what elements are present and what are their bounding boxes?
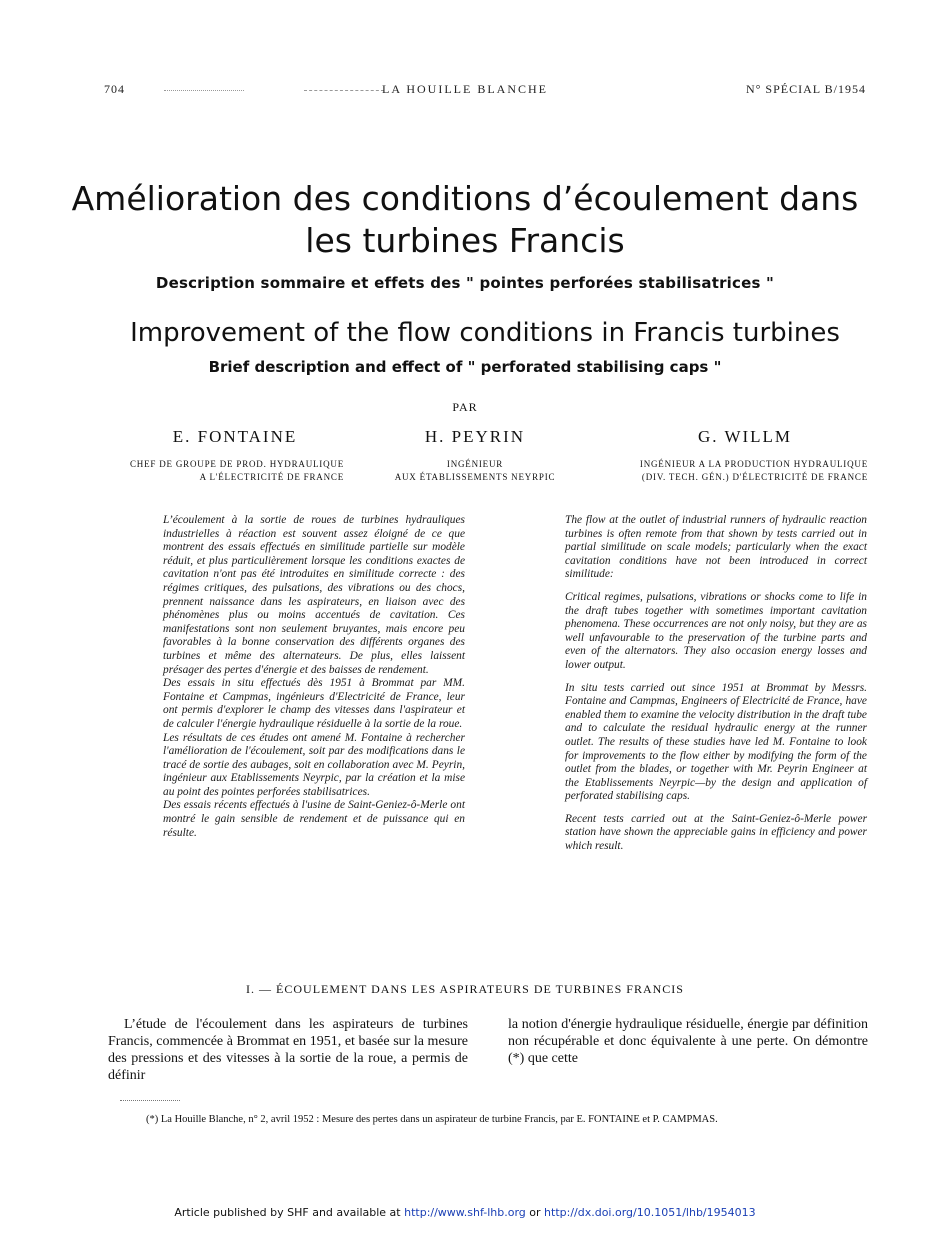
page-number: 704	[104, 82, 125, 96]
abstract-paragraph: Des essais récents effectués à l'usine de Saint-Geniez-ô-Merle ont montré le gain sensible de rendement et de puissance qui en résulte.	[163, 799, 465, 839]
affiliation-line: INGÉNIEUR A LA PRODUCTION HYDRAULIQUE	[639, 459, 868, 469]
abstract-paragraph: Recent tests carried out at the Saint-Geniez-ô-Merle power station have shown the appreciable gains in efficiency and power which result.	[565, 812, 867, 853]
abstract-paragraph: L’écoulement à la sortie de roues de turbines hydrauliques industrielles à réaction est souvent assez éloigné de ce que montrent des essais effectués en similitude partielle sur modèle réduit, et plus particulièrement lorsque les conditions exactes de cavitation n'ont pas été introduites en similitude correcte : des régimes critiques, des pulsations, des vibrations ou des chocs, prennent naissance dans les aspirateurs, en liaison avec des phénomènes plus ou moins accentués de cavitation. Ces manifestations sont non seulement bruyantes, mais encore peu favorables à la bonne conservation des différents organes des turbines et même des alternateurs. De plus, elles laissent présager des pertes d'énergie et des baisses de rendement.	[163, 514, 465, 676]
credit-text: Article published by SHF and available at	[174, 1206, 405, 1219]
doi-link[interactable]: http://dx.doi.org/10.1051/lhb/1954013	[544, 1206, 756, 1219]
running-head	[104, 82, 866, 98]
subtitle-english: Brief description and effect of " perforated stabilising caps "	[208, 358, 722, 376]
body-text-left: L’étude de l'écoulement dans les aspirateurs de turbines Francis, commencée à Brommat en 1951, et basée sur la mesure des pressions et des vitesses à la sortie de la roue, a permis de définir	[108, 1017, 468, 1083]
publisher-credit	[0, 1206, 930, 1219]
affiliation-line: CHEF DE GROUPE DE PROD. HYDRAULIQUE	[129, 459, 344, 469]
author-name: H. PEYRIN	[424, 427, 526, 446]
footnote-rule	[120, 1100, 180, 1101]
author-affiliation	[385, 458, 565, 484]
footnote: (*) La Houille Blanche, n° 2, avril 1952 : Mesure des pertes dans un aspirateur de turbine Francis, par E. FONTAINE et P. CAMPMAS.	[146, 1114, 718, 1125]
abstract-paragraph: In situ tests carried out since 1951 at Brommat by Messrs. Fontaine and Campmas, Engineers of Electricité de France, have enabled them to examine the velocity distribution in the draft tube and to calculate the residual hydraulic energy at the runner outlet. The results of these studies have led M. Fontaine to look for improvements to the flow either by modifying the form of the outlet from the blades, or together with Mr. Peyrin Engineer at the Etablissements Neyrpic—by the design and application of perforated stabilising caps.	[565, 681, 867, 803]
leader-dots	[164, 90, 244, 91]
abstract-paragraph: Des essais in situ effectués dès 1951 à Brommat par MM. Fontaine et Campmas, ingénieurs d'Electricité de France, leur ont permis d'explorer le champ des vitesses dans l'aspirateur et de calculer l'énergie hydraulique résiduelle à la sortie de la roue.	[163, 677, 465, 730]
author-name: E. FONTAINE	[172, 427, 298, 446]
credit-text: or	[525, 1206, 545, 1219]
abstract-paragraph: Les résultats de ces études ont amené M. Fontaine à rechercher l'amélioration de l'écoulement, soit par des modifications dans le tracé de sortie des aubages, soit en collaboration avec M. Peyrin, ingénieur aux Etablissements Neyrpic, par la création et la mise au point des pointes perforées stabilisatrices.	[163, 731, 465, 798]
author-name: G. WILLM	[697, 427, 793, 446]
subtitle-french: Description sommaire et effets des " pointes perforées stabilisatrices "	[155, 274, 775, 292]
author-affiliation	[610, 458, 868, 484]
affiliation-line: A L'ÉLECTRICITÉ DE FRANCE	[199, 472, 344, 482]
issue-label: N° SPÉCIAL B/1954	[745, 82, 866, 96]
leader-dashes	[304, 90, 384, 91]
journal-name: LA HOUILLE BLANCHE	[382, 82, 548, 96]
section-heading: I. — ÉCOULEMENT DANS LES ASPIRATEURS DE TURBINES FRANCIS	[246, 982, 684, 996]
affiliation-line: AUX ÉTABLISSEMENTS NEYRPIC	[394, 472, 556, 482]
abstract-paragraph: The flow at the outlet of industrial runners of hydraulic reaction turbines is often remote from that shown by tests carried out in partial similitude on scale models; particularly when the exact cavitation conditions have not been introduced in correct similitude:	[565, 514, 867, 581]
body-text-right: la notion d'énergie hydraulique résiduelle, énergie par définition non récupérable et donc équivalente à une perte. On démontre (*) que cette	[508, 1017, 868, 1066]
title-english: Improvement of the flow conditions in Francis turbines	[130, 318, 840, 348]
affiliation-line: INGÉNIEUR	[446, 459, 504, 469]
affiliation-line: (DIV. TECH. GÉN.) D'ÉLECTRICITÉ DE FRANCE	[641, 472, 868, 482]
abstract-english	[565, 514, 867, 863]
shf-link[interactable]: http://www.shf-lhb.org	[404, 1206, 526, 1219]
title-french: Amélioration des conditions d’écoulement dans les turbines Francis	[71, 179, 859, 260]
abstract-french	[163, 514, 465, 840]
byline-par: PAR	[452, 400, 478, 414]
abstract-paragraph: Critical regimes, pulsations, vibrations or shocks come to life in the draft tubes together with sometimes important cavitation phenomena. These occurrences are not only noisy, but they are as well unfavourable to the preservation of the turbine parts and even of the alternators. They also occasion energy losses and lower output.	[565, 590, 867, 671]
author-affiliation	[104, 458, 344, 484]
